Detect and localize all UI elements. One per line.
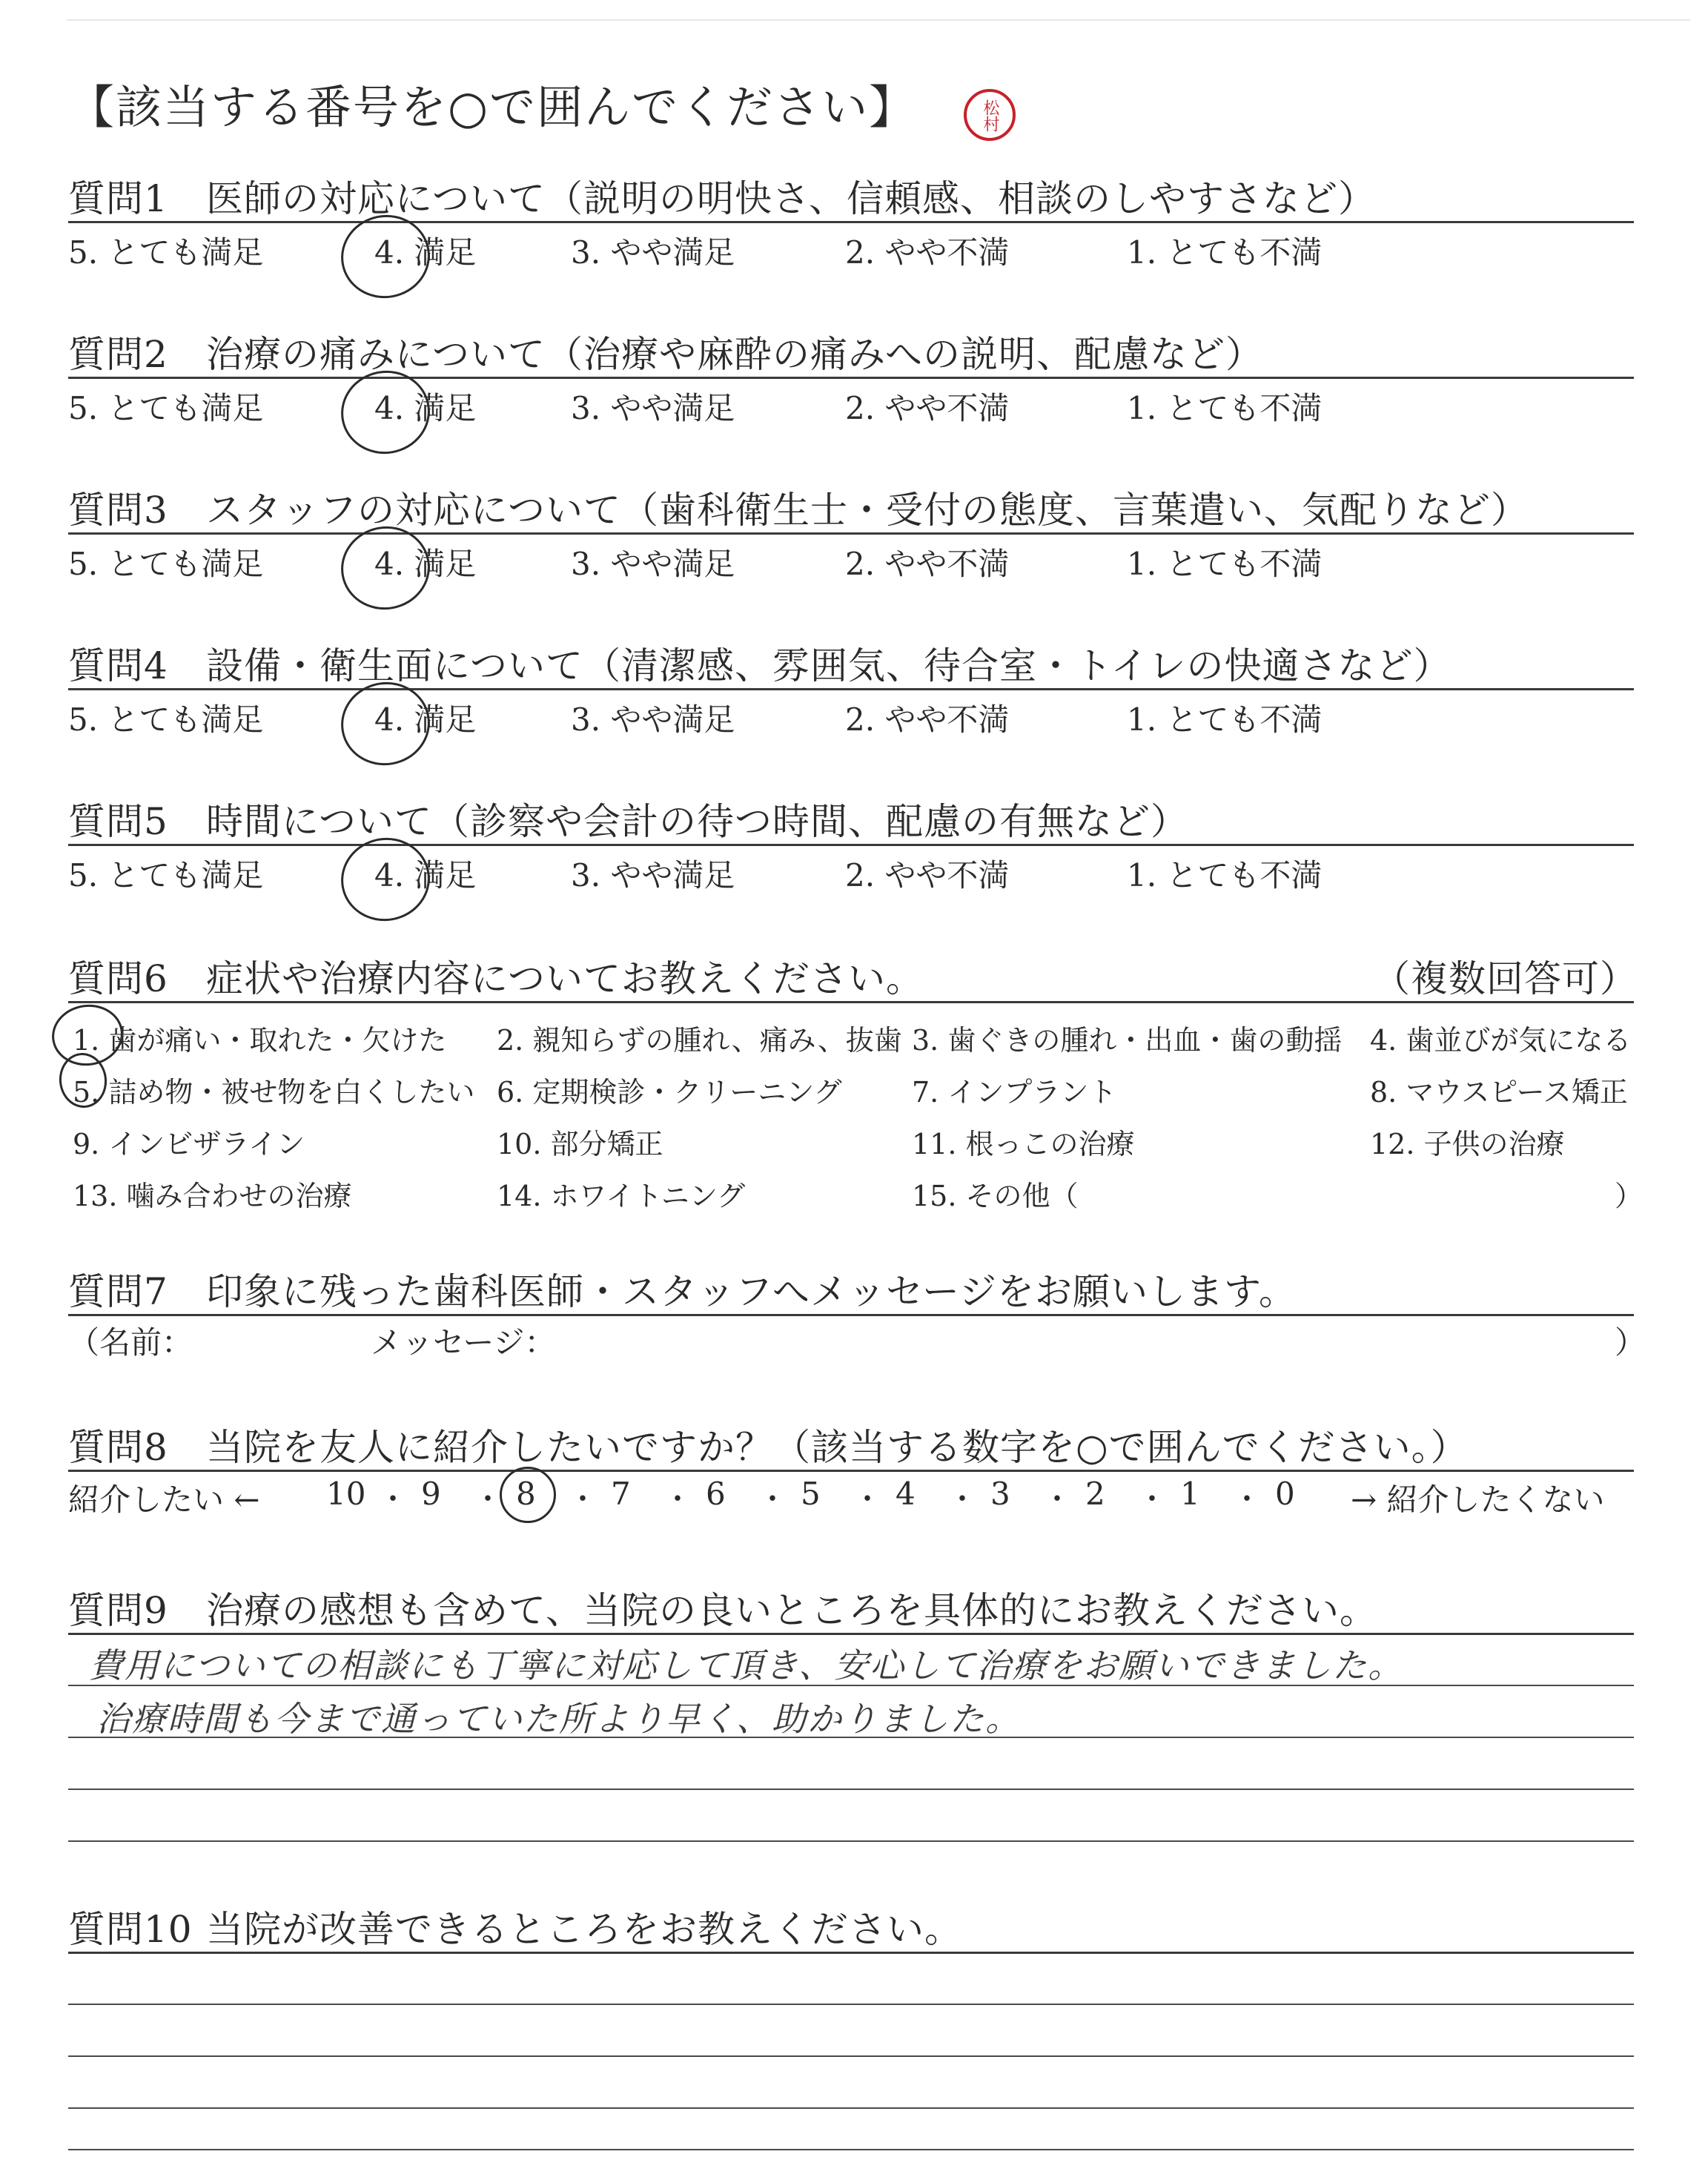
q4-option-2[interactable]: 2. やや不満 (845, 701, 1010, 738)
q5-label: 質問5 (68, 800, 168, 843)
q7-rule (68, 1314, 1634, 1316)
q8-scale-1[interactable]: 1 (1180, 1476, 1200, 1512)
q6-option-3[interactable]: 3. 歯ぐきの腫れ・出血・歯の動揺 (912, 1024, 1343, 1057)
q7-text: 印象に残った歯科医師・スタッフへメッセージをお願いします。 (206, 1270, 1297, 1313)
q9-handwritten-answer-1: 費用についての相談にも丁寧に対応して頂き、安心して治療をお願いできました。 (89, 1645, 1404, 1685)
q2-option-5[interactable]: 5. とても満足 (68, 390, 264, 426)
q6-option-6[interactable]: 6. 定期検診・クリーニング (497, 1076, 842, 1109)
q6-option-13[interactable]: 13. 噛み合わせの治療 (73, 1180, 352, 1212)
q1-label: 質問1 (68, 177, 168, 220)
q1-text: 医師の対応について（説明の明快さ、信頼感、相談のしやすさなど） (206, 177, 1376, 220)
q9-answer-line-4 (68, 1840, 1634, 1842)
q6-option-11[interactable]: 11. 根っこの治療 (912, 1128, 1135, 1160)
q6-rule (68, 1001, 1634, 1003)
q8-separator-dot: ・ (758, 1482, 787, 1516)
q4-option-3[interactable]: 3. やや満足 (571, 701, 735, 738)
q2-option-4[interactable]: 4. 満足 (374, 390, 477, 426)
q5-option-4[interactable]: 4. 満足 (374, 857, 477, 894)
q1-option-1[interactable]: 1. とても不満 (1127, 234, 1323, 271)
q8-scale-5[interactable]: 5 (801, 1476, 821, 1512)
q10-rule (68, 1952, 1634, 1954)
q6-option-2[interactable]: 2. 親知らずの腫れ、痛み、抜歯 (497, 1024, 902, 1057)
q8-separator-dot: ・ (947, 1482, 977, 1516)
q3-option-2[interactable]: 2. やや不満 (845, 546, 1010, 582)
q8-scale-0[interactable]: 0 (1275, 1476, 1295, 1512)
q8-scale-8[interactable]: 8 (516, 1476, 536, 1512)
q10-answer-line-1 (68, 2004, 1634, 2005)
q9-text: 治療の感想も含めて、当院の良いところを具体的にお教えください。 (206, 1589, 1377, 1632)
q3-text: スタッフの対応について（歯科衛生士・受付の態度、言葉遣い、気配りなど） (206, 489, 1529, 532)
q6-option-12[interactable]: 12. 子供の治療 (1370, 1128, 1565, 1160)
q8-scale-3[interactable]: 3 (990, 1476, 1010, 1512)
q8-selected-circle (500, 1467, 556, 1523)
q2-option-1[interactable]: 1. とても不満 (1127, 390, 1323, 426)
q4-option-4[interactable]: 4. 満足 (374, 701, 477, 738)
q8-scale-6[interactable]: 6 (706, 1476, 726, 1512)
q10-answer-line-3 (68, 2107, 1634, 2109)
q9-handwritten-answer-2: 治療時間も今まで通っていた所より早く、助かりました。 (96, 1699, 1022, 1739)
q2-label: 質問2 (68, 333, 168, 376)
q6-option-7[interactable]: 7. インプラント (912, 1076, 1117, 1109)
q9-label: 質問9 (68, 1589, 168, 1632)
q8-separator-dot: ・ (663, 1482, 692, 1516)
q8-scale-4[interactable]: 4 (896, 1476, 916, 1512)
scan-edge-line (67, 19, 1690, 21)
q3-option-3[interactable]: 3. やや満足 (571, 546, 735, 582)
q10-answer-line-4 (68, 2149, 1634, 2150)
red-seal-stamp: 松村 (964, 89, 1016, 141)
q8-label: 質問8 (68, 1426, 168, 1469)
q6-option-4[interactable]: 4. 歯並びが気になる (1370, 1024, 1632, 1057)
q10-text: 当院が改善できるところをお教えください。 (206, 1908, 962, 1951)
q6-option-9[interactable]: 9. インビザライン (73, 1128, 305, 1160)
q1-option-5[interactable]: 5. とても満足 (68, 234, 264, 271)
q4-label: 質問4 (68, 644, 168, 687)
q10-answer-line-2 (68, 2055, 1634, 2057)
q6-option-1[interactable]: 1. 歯が痛い・取れた・欠けた (73, 1024, 447, 1057)
q6-option-5[interactable]: 5. 詰め物・被せ物を白くしたい (73, 1076, 475, 1109)
q6-text: 症状や治療内容についてお教えください。 (206, 957, 924, 1000)
q8-scale-10[interactable]: 10 (326, 1476, 366, 1512)
q7-message-label: メッセージ： (371, 1324, 556, 1361)
q8-scale-7[interactable]: 7 (611, 1476, 631, 1512)
q5-option-3[interactable]: 3. やや満足 (571, 857, 735, 894)
q8-separator-dot: ・ (568, 1482, 598, 1516)
q8-separator-dot: ・ (1232, 1482, 1262, 1516)
q5-rule (68, 844, 1634, 846)
q4-text: 設備・衛生面について（清潔感、雰囲気、待合室・トイレの快適さなど） (206, 644, 1452, 687)
q6-label: 質問6 (68, 957, 168, 1000)
q6-option-10[interactable]: 10. 部分矯正 (497, 1128, 663, 1160)
q6-option-14[interactable]: 14. ホワイトニング (497, 1180, 746, 1212)
q5-text: 時間について（診察や会計の待つ時間、配慮の有無など） (206, 800, 1188, 843)
q8-scale-9[interactable]: 9 (421, 1476, 441, 1512)
q8-text: 当院を友人に紹介したいですか？（該当する数字を○で囲んでください。） (206, 1426, 1469, 1469)
q3-rule (68, 532, 1634, 535)
q3-option-1[interactable]: 1. とても不満 (1127, 546, 1323, 582)
q3-option-5[interactable]: 5. とても満足 (68, 546, 264, 582)
q9-rule (68, 1633, 1634, 1635)
q8-rule (68, 1470, 1634, 1472)
q2-rule (68, 377, 1634, 379)
q7-label: 質問7 (68, 1270, 168, 1313)
q4-option-5[interactable]: 5. とても満足 (68, 701, 264, 738)
q8-separator-dot: ・ (1137, 1482, 1167, 1516)
q2-text: 治療の痛みについて（治療や麻酔の痛みへの説明、配慮など） (206, 333, 1263, 376)
q6-other-close-paren: ） (1615, 1180, 1644, 1212)
q5-option-5[interactable]: 5. とても満足 (68, 857, 264, 894)
page-title: 【該当する番号を○で囲んでください】 (68, 80, 917, 134)
q8-separator-dot: ・ (378, 1482, 408, 1516)
q7-name-label: （名前： (68, 1324, 193, 1361)
q8-separator-dot: ・ (473, 1482, 503, 1516)
q8-left-label: 紹介したい ← (68, 1482, 260, 1518)
q9-answer-line-3 (68, 1789, 1634, 1790)
q8-separator-dot: ・ (1042, 1482, 1072, 1516)
q8-scale-2[interactable]: 2 (1085, 1476, 1105, 1512)
q8-separator-dot: ・ (853, 1482, 882, 1516)
q3-label: 質問3 (68, 489, 168, 532)
q10-label: 質問10 (68, 1908, 193, 1951)
q5-option-1[interactable]: 1. とても不満 (1127, 857, 1323, 894)
q6-option-15[interactable]: 15. その他（ (912, 1180, 1079, 1212)
q6-option-8[interactable]: 8. マウスピース矯正 (1370, 1076, 1628, 1109)
q1-option-2[interactable]: 2. やや不満 (845, 234, 1010, 271)
q2-option-2[interactable]: 2. やや不満 (845, 390, 1010, 426)
q4-rule (68, 688, 1634, 690)
q4-option-1[interactable]: 1. とても不満 (1127, 701, 1323, 738)
q1-option-3[interactable]: 3. やや満足 (571, 234, 735, 271)
q8-right-label: → 紹介したくない (1351, 1482, 1605, 1518)
q3-option-4[interactable]: 4. 満足 (374, 546, 477, 582)
q2-option-3[interactable]: 3. やや満足 (571, 390, 735, 426)
q5-option-2[interactable]: 2. やや不満 (845, 857, 1010, 894)
q1-rule (68, 221, 1634, 223)
q6-note: （複数回答可） (1373, 957, 1638, 1000)
q1-option-4[interactable]: 4. 満足 (374, 234, 477, 271)
q7-close-paren: ） (1615, 1324, 1646, 1361)
